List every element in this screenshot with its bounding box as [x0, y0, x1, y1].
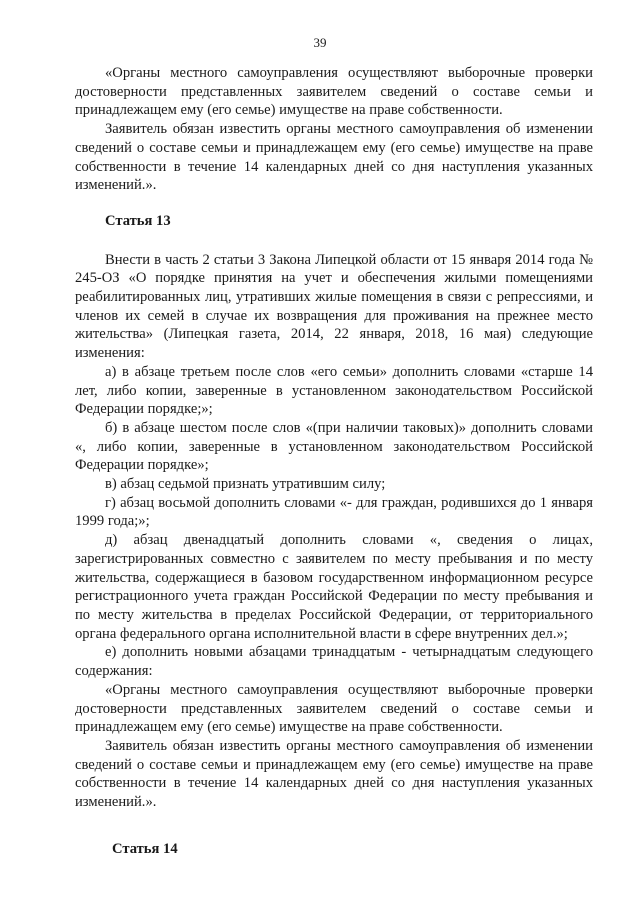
amendment-item-e: е) дополнить новыми абзацами тринадцатым - четырнадцатым следующего содержания:: [75, 644, 593, 680]
article-14-heading: Статья 14: [112, 840, 178, 857]
paragraph: «Органы местного самоуправления осуществляют выборочные проверки достоверности представленных заявителем сведений о составе семьи и принадлежащем ему (его семье) имуществе на праве собственности.: [75, 681, 593, 736]
article-13-intro: Внести в часть 2 статьи 3 Закона Липецкой области от 15 января 2014 года № 245-ОЗ «О порядке принятия на учет и обеспечения жилыми помещениями реабилитированных лиц, утративших жилые помещения в связи с репрессиями, и членов их семей в случае их возвращения для проживания на прежнее место жительства» (Липецкая газета, 2014, 22 января, 2018, 16 мая) следующие изменения:: [75, 251, 593, 362]
amendment-item-a: а) в абзаце третьем после слов «его семьи» дополнить словами «старше 14 лет, либо копии, заверенные в установленном законодательством Российской Федерации порядке;»;: [75, 363, 593, 418]
paragraph: Заявитель обязан известить органы местного самоуправления об изменении сведений о составе семьи и принадлежащем ему (его семье) имуществе на праве собственности в течение 14 календарных дней со дня наступления указанных изменений.».: [75, 121, 593, 194]
page-number: 39: [313, 35, 327, 50]
paragraph: Заявитель обязан известить органы местного самоуправления об изменении сведений о составе семьи и принадлежащем ему (его семье) имуществе на праве собственности в течение 14 календарных дней со дня наступления указанных изменений.».: [75, 737, 593, 811]
amendment-item-g: г) абзац восьмой дополнить словами «- для граждан, родившихся до 1 января 1999 года;»;: [75, 494, 593, 530]
article-13-heading: Статья 13: [105, 212, 171, 229]
amendment-item-b: б) в абзаце шестом после слов «(при наличии таковых)» дополнить словами «, либо копии, заверенные в установленном законодательством Российской Федерации порядке»;: [75, 419, 593, 474]
paragraph: «Органы местного самоуправления осуществляют выборочные проверки достоверности представленных заявителем сведений о составе семьи и принадлежащем ему (его семье) имуществе на праве собственности.: [75, 65, 593, 119]
amendment-item-d: д) абзац двенадцатый дополнить словами «, сведения о лицах, зарегистрированных совместно с заявителем по месту пребывания и по месту жительства, содержащиеся в базовом государственном информационном ресурсе регистрационного учета граждан Российской Федерации по месту пребывания и по месту жительства в пределах Российской Федерации, от территориального органа федерального органа исполнительной власти в сфере внутренних дел.»;: [75, 532, 593, 642]
document-body: [75, 64, 593, 858]
amendment-item-v: в) абзац седьмой признать утратившим силу;: [105, 476, 386, 493]
